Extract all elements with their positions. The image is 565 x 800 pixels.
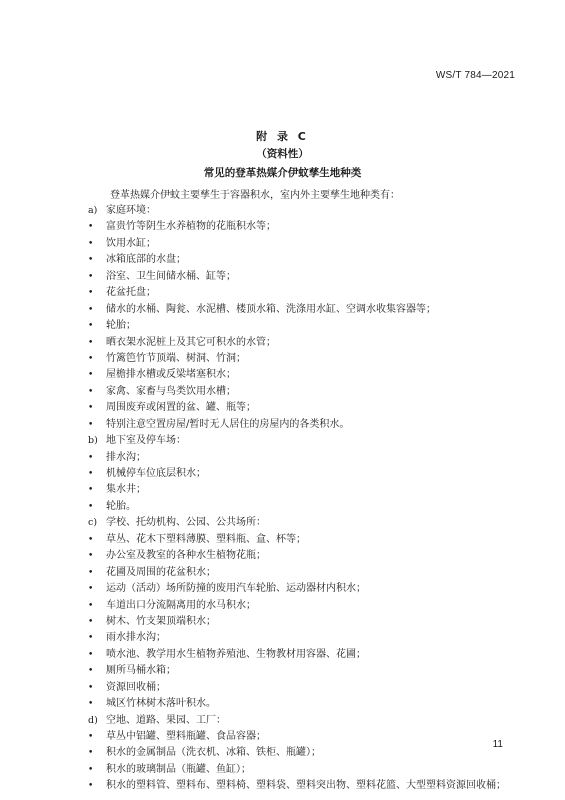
- bullet-item: [88, 335, 528, 351]
- bullet-marker: •: [88, 321, 94, 332]
- bullet-item: [88, 663, 528, 679]
- item-text: 花盆托盘；: [106, 287, 156, 299]
- appendix-subject: 常见的登革热媒介伊蚊孳生地种类: [203, 167, 362, 179]
- bullet-item: [88, 236, 528, 252]
- item-text: 城区竹林树木落叶积水。: [106, 698, 216, 710]
- bullet-item: [88, 219, 528, 235]
- bullet-item: [88, 269, 528, 285]
- bullet-item: [88, 762, 528, 778]
- category-item: [88, 433, 528, 449]
- item-text: 屋檐排水槽或反梁堵塞积水；: [106, 369, 236, 381]
- bullet-marker: •: [88, 551, 94, 562]
- bullet-marker: •: [88, 304, 94, 315]
- document-code: WS/T 784—2021: [435, 70, 515, 81]
- bullet-item: [88, 417, 528, 433]
- bullet-marker: •: [88, 666, 94, 677]
- appendix-title: 附 录 C: [256, 130, 309, 143]
- item-text: 厕所马桶水箱；: [106, 665, 176, 677]
- item-text: 浴室、卫生间储水桶、缸等；: [106, 270, 236, 282]
- item-text: 积水的金属制品（洗衣机、冰箱、铁柜、瓶罐）；: [106, 747, 321, 759]
- bullet-marker: •: [88, 682, 94, 693]
- item-text: 周围废弃或闲置的盆、罐、瓶等；: [106, 402, 256, 414]
- item-text: 雨水排水沟；: [106, 632, 166, 644]
- category-marker: a): [88, 205, 98, 216]
- item-text: 轮胎；: [106, 320, 136, 332]
- bullet-marker: •: [88, 337, 94, 348]
- breeding-site-list: [88, 203, 528, 795]
- item-text: 富贵竹等阴生水养植物的花瓶积水等；: [106, 221, 276, 233]
- bullet-item: [88, 696, 528, 712]
- bullet-item: [88, 285, 528, 301]
- bullet-item: [88, 581, 528, 597]
- item-text: 储水的水桶、陶瓮、水泥槽、楼顶水箱、洗涤用水缸、空调水收集容器等；: [106, 303, 436, 315]
- item-text: 集水井；: [106, 484, 146, 496]
- bullet-item: [88, 499, 528, 515]
- bullet-item: [88, 532, 528, 548]
- item-text: 草丛中铝罐、塑料瓶罐、食品容器；: [106, 731, 266, 742]
- bullet-item: [88, 565, 528, 581]
- bullet-item: [88, 729, 528, 745]
- bullet-item: [88, 548, 528, 564]
- item-text: 家禽、家畜与鸟类饮用水槽；: [106, 385, 236, 397]
- bullet-marker: •: [88, 616, 94, 627]
- bullet-marker: •: [88, 584, 94, 595]
- item-text: 地下室及停车场：: [106, 435, 186, 447]
- appendix-nature: （资料性）: [256, 148, 309, 160]
- bullet-marker: •: [88, 534, 94, 545]
- bullet-item: [88, 745, 528, 761]
- category-item: [88, 515, 528, 531]
- bullet-item: [88, 614, 528, 630]
- bullet-marker: •: [88, 748, 94, 759]
- bullet-item: [88, 302, 528, 318]
- bullet-item: [88, 367, 528, 383]
- bullet-item: [88, 482, 528, 498]
- item-text: 积水的塑料管、塑料布、塑料椅、塑料袋、塑料突出物、塑料花篮、大型塑料资源回收桶；: [106, 780, 506, 792]
- bullet-marker: •: [88, 699, 94, 710]
- bullet-item: [88, 647, 528, 663]
- item-text: 机械停车位底层积水；: [106, 468, 206, 479]
- item-text: 冰箱底部的水盘；: [106, 254, 186, 266]
- bullet-item: [88, 252, 528, 268]
- item-text: 家庭环境：: [106, 205, 156, 216]
- page-number: 11: [492, 739, 503, 750]
- item-text: 饮用水缸；: [106, 237, 156, 249]
- bullet-marker: •: [88, 419, 94, 430]
- item-text: 排水沟；: [106, 451, 146, 463]
- bullet-marker: •: [88, 732, 94, 742]
- item-text: 办公室及教室的各种水生植物花瓶；: [106, 550, 266, 562]
- bullet-marker: •: [88, 469, 94, 479]
- category-marker: d): [88, 714, 98, 726]
- intro-paragraph: 登革热媒介伊蚊主要孳生于容器积水，室内外主要孳生地种类有：: [110, 190, 400, 201]
- bullet-marker: •: [88, 501, 94, 512]
- bullet-item: [88, 598, 528, 614]
- bullet-item: [88, 778, 528, 794]
- bullet-item: [88, 450, 528, 466]
- bullet-item: [88, 680, 528, 696]
- item-text: 竹篱笆竹节顶端、树洞、竹洞；: [106, 352, 246, 364]
- item-text: 轮胎。: [106, 500, 136, 512]
- bullet-item: [88, 318, 528, 334]
- item-text: 特别注意空置房屋/暂时无人居住的房屋内的各类积水。: [106, 418, 350, 430]
- bullet-marker: •: [88, 600, 94, 611]
- category-item: [88, 203, 528, 219]
- bullet-marker: •: [88, 271, 94, 282]
- bullet-marker: •: [88, 567, 94, 578]
- bullet-item: [88, 400, 528, 416]
- bullet-marker: •: [88, 370, 94, 381]
- bullet-item: [88, 630, 528, 646]
- bullet-marker: •: [88, 452, 94, 463]
- item-text: 空地、道路、果园、工厂：: [106, 714, 226, 726]
- bullet-marker: •: [88, 238, 94, 249]
- bullet-marker: •: [88, 386, 94, 397]
- item-text: 喷水池、教学用水生植物养殖池、生物教材用容器、花圃；: [106, 648, 366, 660]
- item-text: 晒衣架水泥桩上及其它可积水的水管；: [106, 336, 276, 348]
- item-text: 树木、竹支架顶端积水；: [106, 615, 216, 627]
- bullet-item: [88, 351, 528, 367]
- category-marker: c): [88, 517, 98, 529]
- bullet-marker: •: [88, 485, 94, 496]
- item-text: 资源回收桶；: [106, 681, 166, 693]
- bullet-marker: •: [88, 255, 94, 266]
- item-text: 学校、托幼机构、公园、公共场所：: [106, 517, 266, 529]
- category-item: [88, 713, 528, 729]
- bullet-item: [88, 384, 528, 400]
- bullet-marker: •: [88, 649, 94, 660]
- bullet-marker: •: [88, 633, 94, 644]
- item-text: 花圃及周围的花盆积水；: [106, 566, 216, 578]
- item-text: 车道出口分流隔离用的水马积水；: [106, 599, 256, 611]
- bullet-marker: •: [88, 764, 94, 775]
- item-text: 积水的玻璃制品（瓶罐、鱼缸）；: [106, 763, 251, 775]
- item-text: 运动（活动）场所防撞的废用汽车轮胎、运动器材内积水；: [106, 583, 366, 595]
- category-marker: b): [88, 435, 98, 447]
- item-text: 草丛、花木下塑料薄膜、塑料瓶、盒、杯等；: [106, 533, 306, 545]
- bullet-marker: •: [88, 222, 94, 233]
- bullet-marker: •: [88, 781, 94, 792]
- bullet-item: [88, 466, 528, 482]
- bullet-marker: •: [88, 288, 94, 299]
- bullet-marker: •: [88, 353, 94, 364]
- bullet-marker: •: [88, 403, 94, 414]
